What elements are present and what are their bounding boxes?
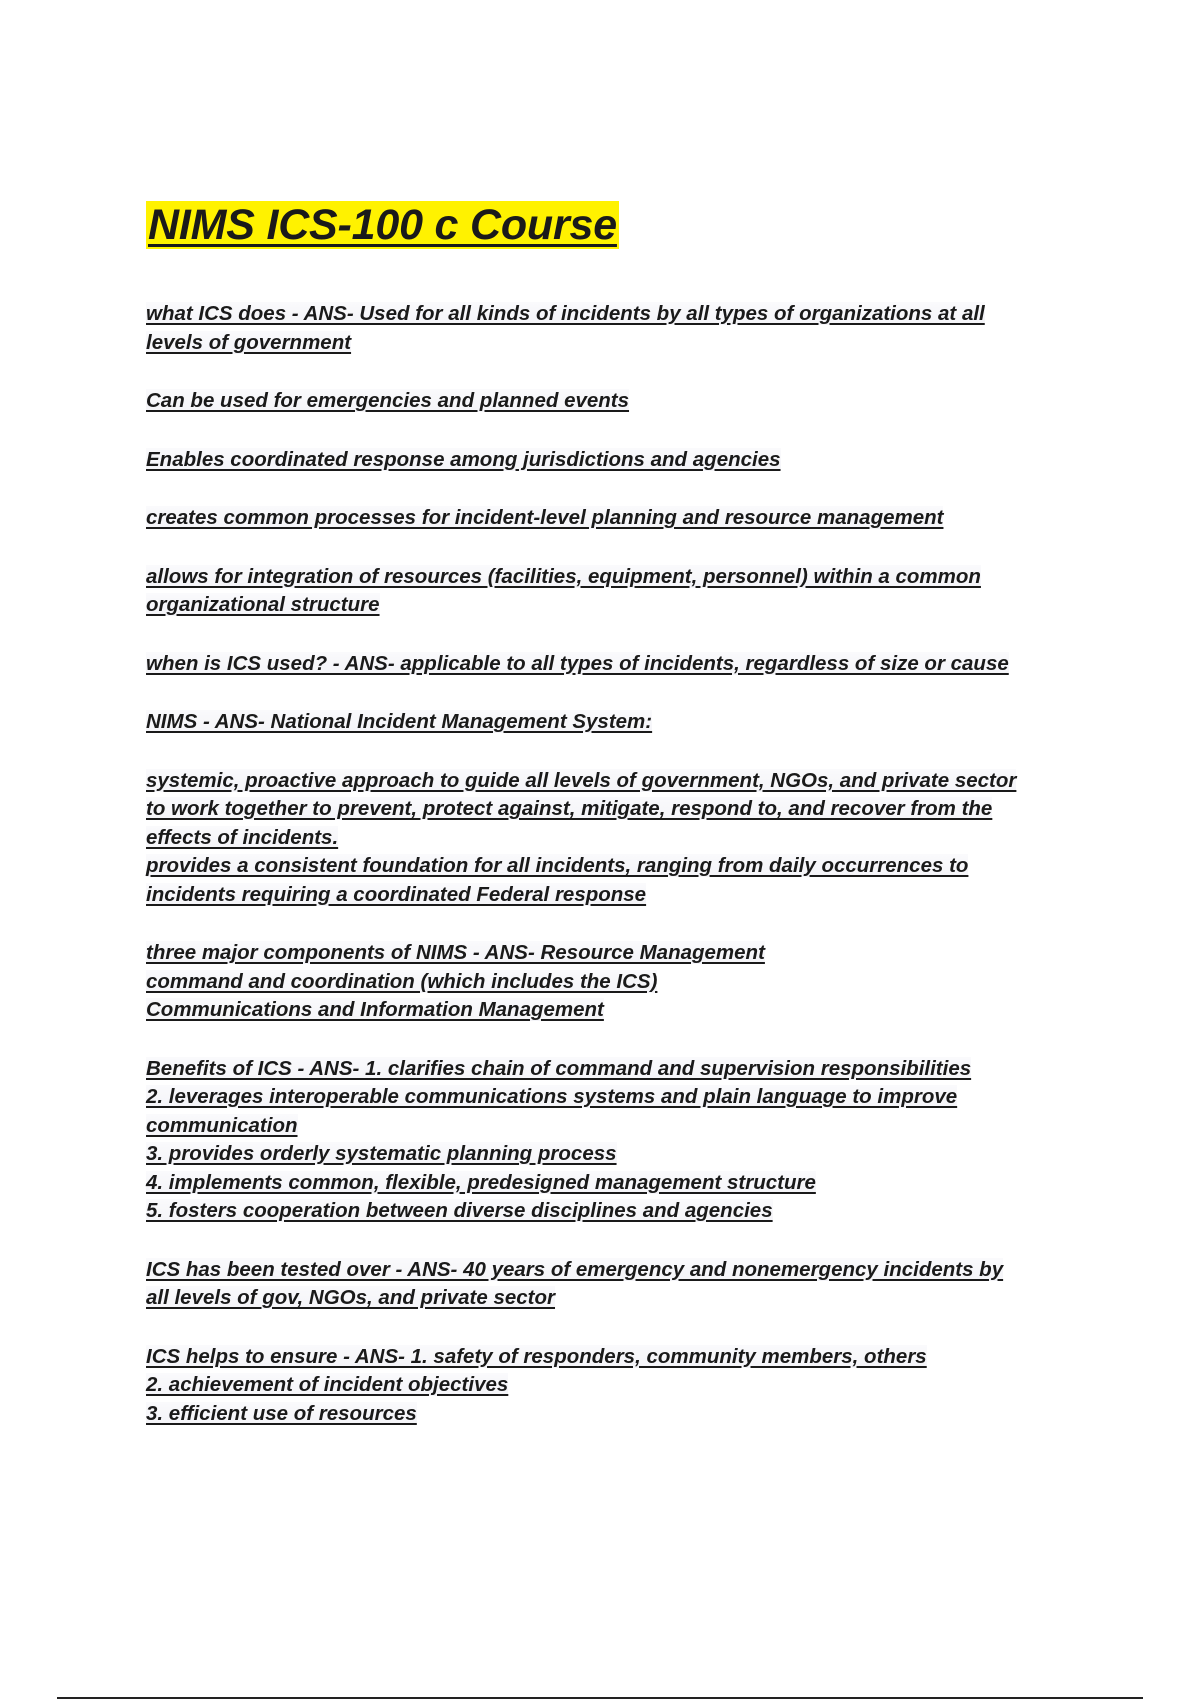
text-line: three major components of NIMS - ANS- Resource Management [146, 941, 765, 964]
text-line: Enables coordinated response among jurisdictions and agencies [146, 447, 781, 471]
qa-block-components [146, 939, 1096, 1025]
text-line: 2. achievement of incident objectives [146, 1373, 509, 1396]
text-line: Benefits of ICS - ANS- 1. clarifies chain of command and supervision responsibilities [146, 1056, 972, 1080]
text-line: Communications and Information Management [146, 998, 604, 1021]
qa-block-helps-ensure [146, 1343, 1096, 1429]
text-line: 4. implements common, flexible, predesigned management structure [146, 1170, 816, 1194]
text-line: what ICS does - ANS- Used for all kinds of incidents by all types of organizations at all [146, 302, 985, 325]
qa-block-integration [146, 563, 1096, 620]
text-line: effects of incidents. [146, 825, 339, 849]
text-line: organizational structure [146, 593, 380, 616]
text-line: when is ICS used? - ANS- applicable to all types of incidents, regardless of size or cause [146, 651, 1009, 675]
text-line: 2. leverages interoperable communications systems and plain language to improve [146, 1085, 958, 1108]
page-title [146, 200, 619, 252]
document-body [146, 300, 1096, 1458]
text-line: to work together to prevent, protect against, mitigate, respond to, and recover from the [146, 797, 993, 820]
qa-block-when-used [146, 650, 1096, 679]
text-line: provides a consistent foundation for all incidents, ranging from daily occurrences to [146, 854, 969, 877]
text-line: 3. provides orderly systematic planning process [146, 1142, 617, 1165]
text-line: command and coordination (which includes the ICS) [146, 969, 658, 993]
qa-block-tested-over [146, 1256, 1096, 1313]
qa-block-systemic-approach [146, 767, 1096, 910]
text-line: creates common processes for incident-level planning and resource management [146, 506, 944, 529]
text-line: systemic, proactive approach to guide all levels of government, NGOs, and private sector [146, 768, 1017, 792]
text-line: allows for integration of resources (facilities, equipment, personnel) within a common [146, 564, 981, 588]
page-title-text: NIMS ICS-100 c Course [148, 201, 617, 249]
text-line: 5. fosters cooperation between diverse disciplines and agencies [146, 1199, 773, 1222]
text-line: incidents requiring a coordinated Federal response [146, 882, 647, 906]
text-line: Can be used for emergencies and planned events [146, 389, 630, 412]
text-line: 3. efficient use of resources [146, 1401, 417, 1425]
qa-block-common-processes [146, 504, 1096, 533]
qa-block-what-ics-does [146, 300, 1096, 357]
text-line: NIMS - ANS- National Incident Management System: [146, 710, 653, 733]
text-line: ICS helps to ensure - ANS- 1. safety of responders, community members, others [146, 1344, 927, 1368]
text-line: ICS has been tested over - ANS- 40 years of emergency and nonemergency incidents by [146, 1257, 1004, 1281]
text-line: all levels of gov, NGOs, and private sector [146, 1286, 556, 1309]
text-line: communication [146, 1113, 298, 1137]
qa-block-coordinated-response [146, 446, 1096, 475]
qa-block-emergencies [146, 387, 1096, 416]
text-line: levels of government [146, 330, 352, 354]
footer-divider [57, 1697, 1143, 1699]
qa-block-benefits [146, 1055, 1096, 1226]
qa-block-nims [146, 708, 1096, 737]
